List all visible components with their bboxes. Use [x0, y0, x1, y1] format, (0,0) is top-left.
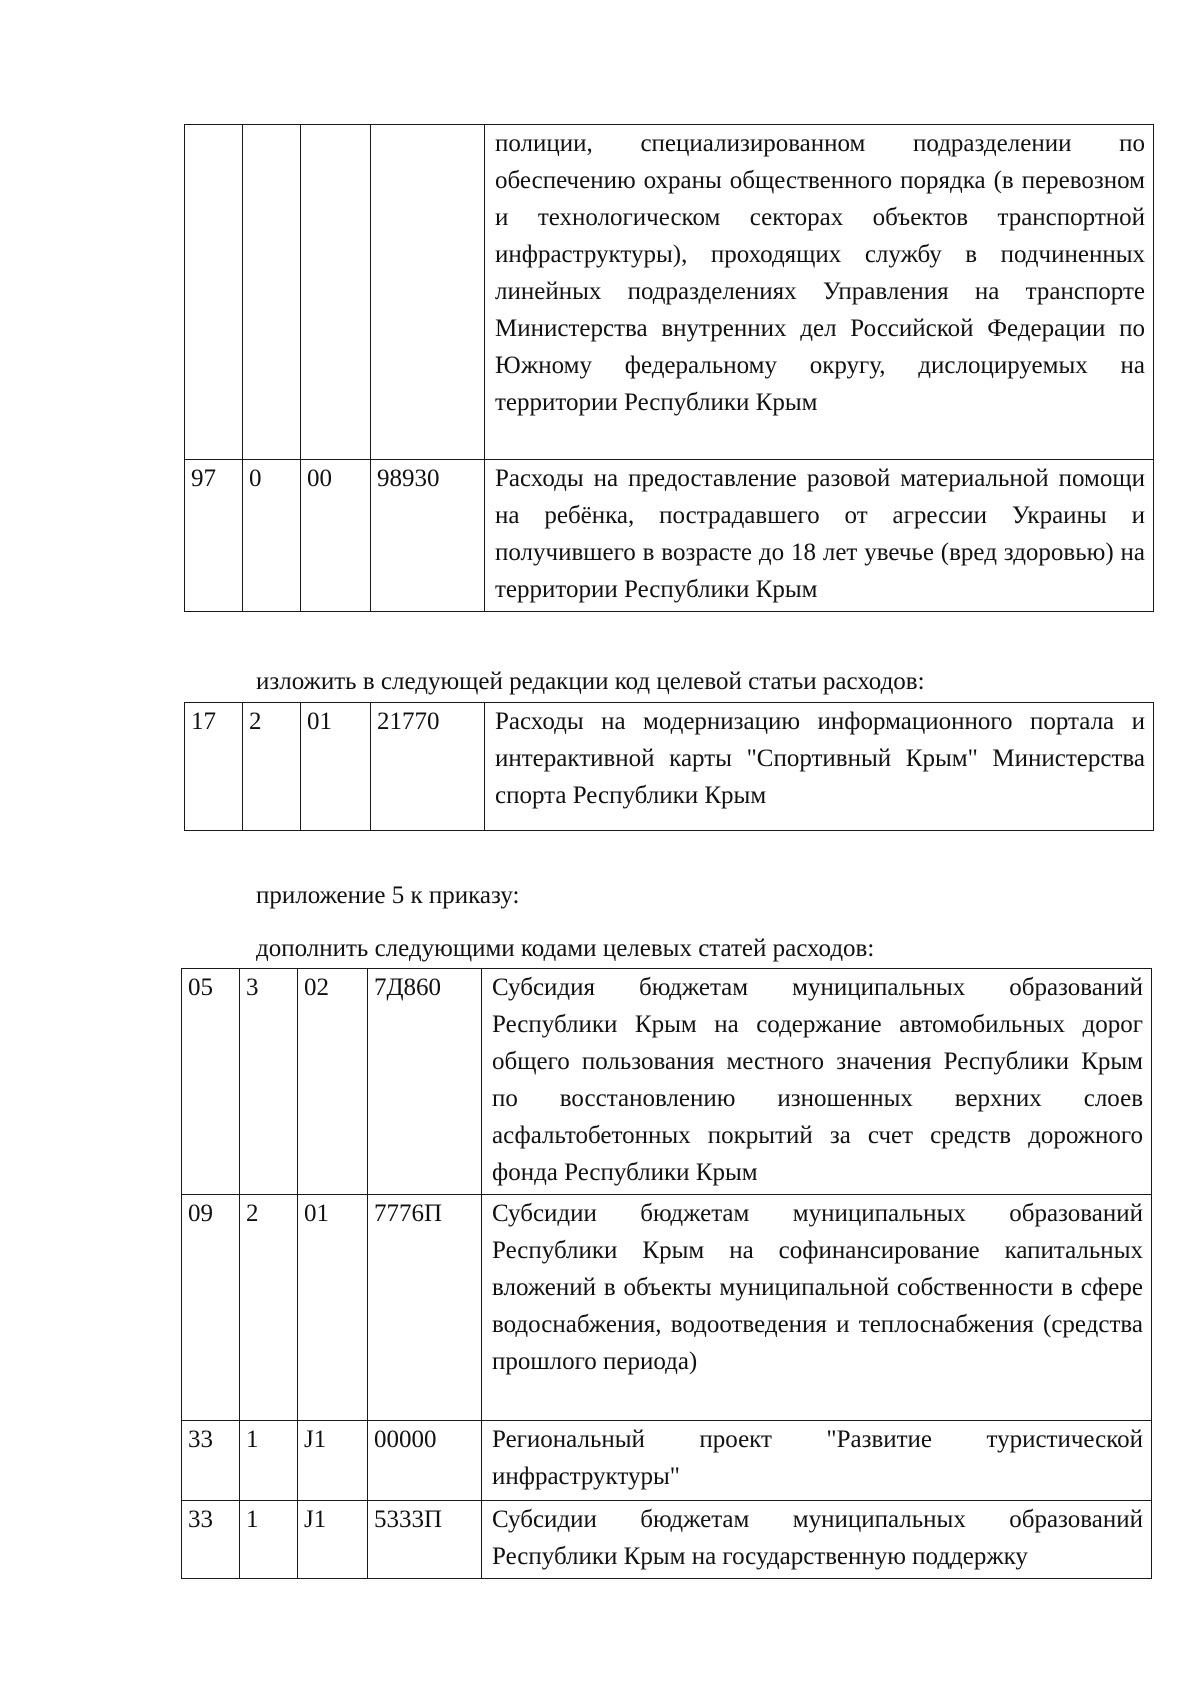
appendix-heading: приложение 5 к приказу: — [256, 882, 520, 909]
subprogram-code: 3 — [240, 969, 298, 1195]
direction-code: 7776П — [368, 1195, 482, 1421]
program-code: 17 — [185, 703, 243, 831]
subprogram-code: 1 — [240, 1501, 298, 1579]
direction-code: 98930 — [371, 460, 485, 612]
expense-description: Субсидия бюджетам муниципальных образований Республики Крым на содержание автомобильных дорог общего пользования местного значения Республики Крым по восстановлению изношенных верхних слоев асфальтобетонных покрытий за счет средств дорожного фонда Республики Крым — [482, 969, 1152, 1195]
subprogram-code: 1 — [240, 1421, 298, 1501]
activity-code: 01 — [298, 1195, 368, 1421]
expense-description: полиции, специализированном подразделении по обеспечению охраны общественного порядка (в перевозном и технологическом секторах объектов транспортной инфраструктуры), проходящих службу в подчиненных линейных подразделениях Управления на транспорте Министерства внутренних дел Российской Федерации по Южному федеральному округу, дислоцируемых на территории Республики Крым — [485, 125, 1154, 460]
edit-instruction: изложить в следующей редакции код целевой статьи расходов: — [256, 668, 925, 695]
program-code: 33 — [182, 1501, 240, 1579]
activity-code: J1 — [298, 1501, 368, 1579]
expense-description: Субсидии бюджетам муниципальных образований Республики Крым на государственную поддержку — [482, 1501, 1152, 1579]
table-row — [185, 460, 1154, 612]
expense-description: Субсидии бюджетам муниципальных образований Республики Крым на софинансирование капитальных вложений в объекты муниципальной собственности в сфере водоснабжения, водоотведения и теплоснабжения (средства прошлого периода) — [482, 1195, 1152, 1421]
table-row — [185, 125, 1154, 460]
subprogram-code — [243, 125, 301, 460]
program-code: 97 — [185, 460, 243, 612]
program-code: 33 — [182, 1421, 240, 1501]
direction-code: 7Д860 — [368, 969, 482, 1195]
activity-code: 01 — [301, 703, 371, 831]
expense-description: Расходы на предоставление разовой материальной помощи на ребёнка, пострадавшего от агрессии Украины и получившего в возрасте до 18 лет увечье (вред здоровью) на территории Республики Крым — [485, 460, 1154, 612]
direction-code: 21770 — [371, 703, 485, 831]
subprogram-code: 2 — [243, 703, 301, 831]
codes-table-2 — [184, 702, 1154, 831]
codes-table-1 — [184, 124, 1154, 612]
table-row — [182, 1195, 1152, 1421]
program-code: 05 — [182, 969, 240, 1195]
direction-code: 00000 — [368, 1421, 482, 1501]
table-row — [182, 969, 1152, 1195]
activity-code — [301, 125, 371, 460]
activity-code: 00 — [301, 460, 371, 612]
activity-code: J1 — [298, 1421, 368, 1501]
table-row — [185, 703, 1154, 831]
activity-code: 02 — [298, 969, 368, 1195]
subprogram-code: 0 — [243, 460, 301, 612]
add-instruction: дополнить следующими кодами целевых статей расходов: — [256, 935, 875, 962]
program-code: 09 — [182, 1195, 240, 1421]
direction-code — [371, 125, 485, 460]
table-row — [182, 1421, 1152, 1501]
subprogram-code: 2 — [240, 1195, 298, 1421]
direction-code: 5333П — [368, 1501, 482, 1579]
codes-table-3 — [181, 968, 1152, 1579]
program-code — [185, 125, 243, 460]
expense-description: Региональный проект "Развитие туристической инфраструктуры" — [482, 1421, 1152, 1501]
expense-description: Расходы на модернизацию информационного портала и интерактивной карты "Спортивный Крым" Министерства спорта Республики Крым — [485, 703, 1154, 831]
table-row — [182, 1501, 1152, 1579]
